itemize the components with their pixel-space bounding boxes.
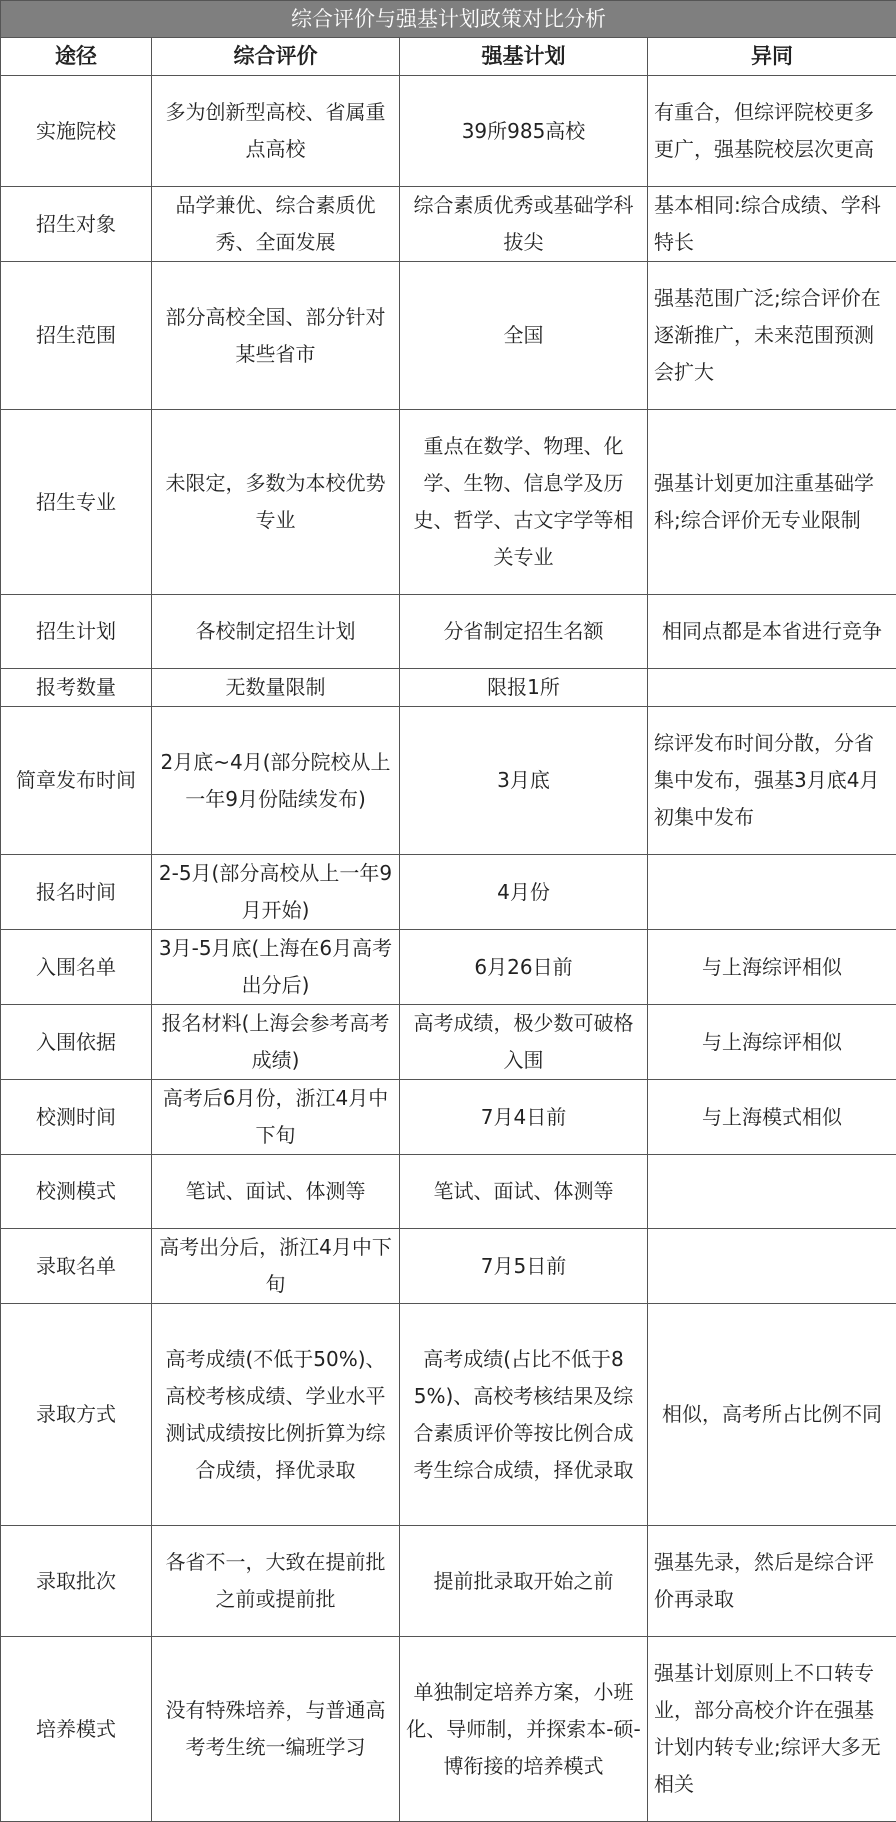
table-title: 综合评价与强基计划政策对比分析	[1, 1, 896, 38]
cell-diff: 强基计划更加注重基础学科;综合评价无专业限制	[648, 410, 896, 595]
cell-zonghe: 2月底~4月(部分院校从上一年9月份陆续发布)	[152, 707, 400, 855]
cell-zonghe: 2-5月(部分高校从上一年9月开始)	[152, 855, 400, 930]
header-path: 途径	[1, 38, 152, 76]
cell-qiangji: 单独制定培养方案，小班化、导师制，并探索本-硕-博衔接的培养模式	[400, 1637, 648, 1822]
cell-diff: 相似，高考所占比例不同	[648, 1304, 896, 1526]
cell-path: 简章发布时间	[1, 707, 152, 855]
cell-qiangji: 全国	[400, 262, 648, 410]
cell-diff	[648, 1229, 896, 1304]
cell-path: 报名时间	[1, 855, 152, 930]
cell-zonghe: 高考后6月份，浙江4月中下旬	[152, 1080, 400, 1155]
cell-path: 招生范围	[1, 262, 152, 410]
cell-qiangji: 提前批录取开始之前	[400, 1526, 648, 1637]
cell-zonghe: 多为创新型高校、省属重点高校	[152, 76, 400, 187]
table-row	[1, 1637, 896, 1822]
cell-diff: 与上海模式相似	[648, 1080, 896, 1155]
cell-path: 实施院校	[1, 76, 152, 187]
cell-qiangji: 笔试、面试、体测等	[400, 1155, 648, 1229]
cell-path: 入围依据	[1, 1005, 152, 1080]
cell-diff	[648, 1155, 896, 1229]
cell-zonghe: 高考成绩(不低于50%)、高校考核成绩、学业水平测试成绩按比例折算为综合成绩，择优录取	[152, 1304, 400, 1526]
cell-qiangji: 高考成绩(占比不低于85%)、高校考核结果及综合素质评价等按比例合成考生综合成绩，择优录取	[400, 1304, 648, 1526]
cell-qiangji: 分省制定招生名额	[400, 595, 648, 669]
table-row	[1, 1005, 896, 1080]
cell-path: 招生专业	[1, 410, 152, 595]
cell-qiangji: 7月5日前	[400, 1229, 648, 1304]
cell-path: 校测时间	[1, 1080, 152, 1155]
cell-diff: 基本相同:综合成绩、学科特长	[648, 187, 896, 262]
table-row	[1, 855, 896, 930]
header-qiangji: 强基计划	[400, 38, 648, 76]
cell-qiangji: 重点在数学、物理、化学、生物、信息学及历史、哲学、古文字学等相关专业	[400, 410, 648, 595]
cell-path: 校测模式	[1, 1155, 152, 1229]
table-row	[1, 76, 896, 187]
cell-qiangji: 39所985高校	[400, 76, 648, 187]
cell-path: 招生计划	[1, 595, 152, 669]
cell-zonghe: 3月-5月底(上海在6月高考出分后)	[152, 930, 400, 1005]
cell-qiangji: 4月份	[400, 855, 648, 930]
cell-zonghe: 无数量限制	[152, 669, 400, 707]
table-row	[1, 410, 896, 595]
table-row	[1, 1080, 896, 1155]
cell-diff: 与上海综评相似	[648, 930, 896, 1005]
table-row	[1, 930, 896, 1005]
cell-path: 入围名单	[1, 930, 152, 1005]
cell-path: 录取批次	[1, 1526, 152, 1637]
cell-diff: 强基计划原则上不口转专业，部分高校介许在强基计划内转专业;综评大多无相关	[648, 1637, 896, 1822]
cell-diff: 强基范围广泛;综合评价在逐渐推广，未来范围预测会扩大	[648, 262, 896, 410]
cell-zonghe: 未限定，多数为本校优势专业	[152, 410, 400, 595]
cell-qiangji: 综合素质优秀或基础学科拔尖	[400, 187, 648, 262]
table-row	[1, 187, 896, 262]
cell-path: 报考数量	[1, 669, 152, 707]
table-body	[1, 76, 896, 1822]
cell-qiangji: 7月4日前	[400, 1080, 648, 1155]
cell-zonghe: 高考出分后，浙江4月中下旬	[152, 1229, 400, 1304]
cell-path: 招生对象	[1, 187, 152, 262]
cell-zonghe: 没有特殊培养，与普通高考考生统一编班学习	[152, 1637, 400, 1822]
cell-diff: 强基先录，然后是综合评价再录取	[648, 1526, 896, 1637]
cell-zonghe: 部分高校全国、部分针对某些省市	[152, 262, 400, 410]
cell-path: 录取方式	[1, 1304, 152, 1526]
cell-diff	[648, 855, 896, 930]
cell-qiangji: 高考成绩，极少数可破格入围	[400, 1005, 648, 1080]
table-title-row	[1, 1, 896, 38]
cell-zonghe: 各省不一，大致在提前批之前或提前批	[152, 1526, 400, 1637]
table-row	[1, 1526, 896, 1637]
cell-qiangji: 3月底	[400, 707, 648, 855]
table-row	[1, 262, 896, 410]
cell-qiangji: 6月26日前	[400, 930, 648, 1005]
header-zonghe: 综合评价	[152, 38, 400, 76]
cell-zonghe: 品学兼优、综合素质优秀、全面发展	[152, 187, 400, 262]
cell-zonghe: 报名材料(上海会参考高考成绩)	[152, 1005, 400, 1080]
cell-diff: 与上海综评相似	[648, 1005, 896, 1080]
table-row	[1, 669, 896, 707]
table-row	[1, 595, 896, 669]
cell-diff: 综评发布时间分散，分省集中发布，强基3月底4月初集中发布	[648, 707, 896, 855]
table-row	[1, 1229, 896, 1304]
cell-qiangji: 限报1所	[400, 669, 648, 707]
cell-path: 培养模式	[1, 1637, 152, 1822]
cell-diff: 有重合，但综评院校更多更广，强基院校层次更高	[648, 76, 896, 187]
cell-zonghe: 各校制定招生计划	[152, 595, 400, 669]
cell-zonghe: 笔试、面试、体测等	[152, 1155, 400, 1229]
cell-diff: 相同点都是本省进行竞争	[648, 595, 896, 669]
header-diff: 异同	[648, 38, 896, 76]
table-header-row	[1, 38, 896, 76]
cell-diff	[648, 669, 896, 707]
table-row	[1, 707, 896, 855]
table-row	[1, 1304, 896, 1526]
table-row	[1, 1155, 896, 1229]
cell-path: 录取名单	[1, 1229, 152, 1304]
